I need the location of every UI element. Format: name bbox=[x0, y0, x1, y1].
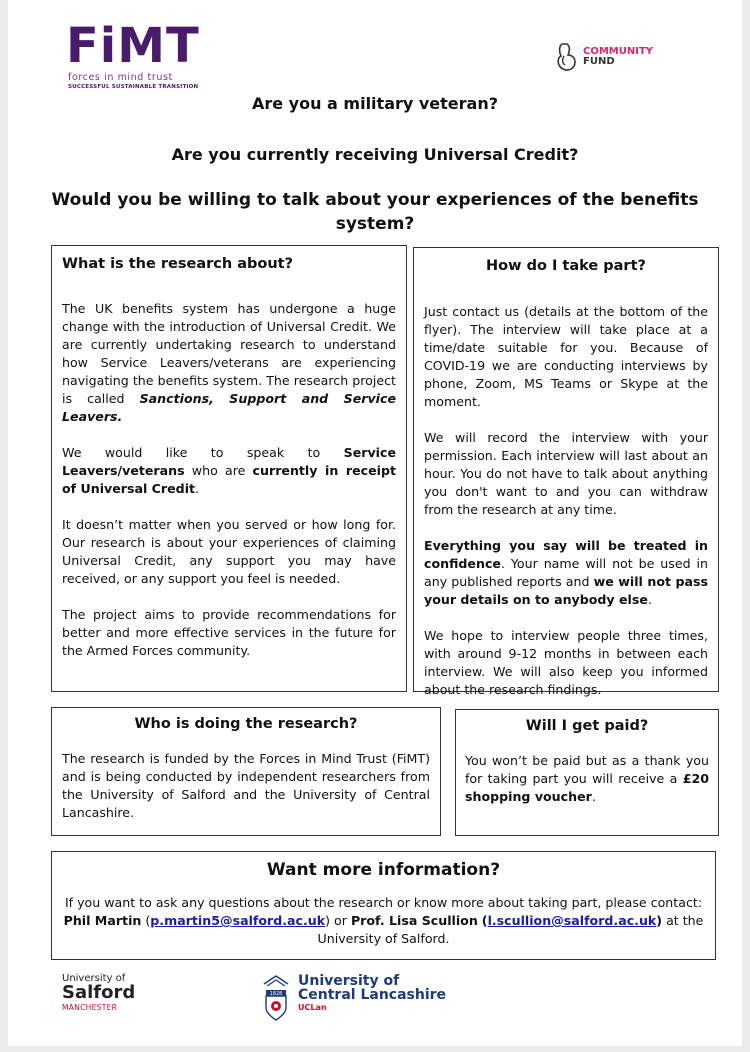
who-heading: Who is doing the research? bbox=[134, 716, 358, 732]
voucher-bold: £20 shopping voucher bbox=[465, 771, 709, 804]
uclan-university-of: University of bbox=[298, 973, 400, 989]
research-about-box bbox=[51, 245, 407, 692]
project-name: Sanctions, Support and Service Leavers. bbox=[62, 391, 397, 424]
uclan-crest-icon bbox=[260, 974, 292, 1022]
fimt-logo-text: FiMT bbox=[66, 18, 200, 74]
more-info-end: at the University of Salford. bbox=[317, 913, 704, 946]
salford-university-of: University of bbox=[62, 973, 126, 984]
research-about-paragraph-4: The project aims to provide recommendations for better and more effective services in the future for the Armed Forces community. bbox=[62, 607, 396, 658]
community-fund-word: COMMUNITY bbox=[583, 46, 654, 57]
research-about-paragraph-2 bbox=[62, 444, 396, 498]
who-paragraph: The research is funded by the Forces in Mind Trust (FiMT) and is being conducted by independent researchers from the University of Salford and the University of Central Lancashire. bbox=[62, 751, 430, 820]
paid-paragraph bbox=[465, 752, 709, 806]
fimt-logo bbox=[66, 20, 200, 72]
more-info-or: or bbox=[330, 913, 351, 928]
uclan-crest-year: 1828 bbox=[269, 991, 283, 997]
more-info-heading: Want more information? bbox=[266, 860, 501, 880]
take-part-heading: How do I take part? bbox=[486, 258, 646, 274]
email-link-phil[interactable]: p.martin5@salford.ac.uk bbox=[150, 913, 326, 928]
uclan-abbrev: UCLan bbox=[298, 1003, 327, 1012]
more-info-paragraph: If you want to ask any questions about the research or know more about taking part, please contact: Phil Martin (p.martin5@salford.ac.uk) or Prof. Lisa Scullion (l.scullion@salford.ac.uk) at the University of Salford. bbox=[63, 895, 704, 946]
fimt-tagline: SUCCESSFUL SUSTAINABLE TRANSITION bbox=[68, 84, 199, 90]
take-part-p3-text: . Your name will not be used in any published reports and bbox=[424, 556, 708, 589]
more-info-box bbox=[51, 851, 716, 960]
uclan-name: Central Lancashire bbox=[298, 987, 447, 1003]
research-about-paragraph-1 bbox=[62, 300, 396, 426]
fund-word: FUND bbox=[583, 56, 615, 67]
paid-heading: Will I get paid? bbox=[525, 718, 649, 734]
uclan-logo bbox=[260, 974, 446, 1022]
no-share-bold: we will not pass your details on to anybody else bbox=[424, 574, 708, 607]
p2-text-e: . bbox=[195, 481, 200, 496]
take-part-paragraph-1: Just contact us (details at the bottom of the flyer). The interview will take place at a time/date suitable for you. Because of COVID-19 we are conducting interviews by phone, Zoom, MS Teams or Skype at the moment. bbox=[424, 304, 708, 409]
p2-bold-receipt: currently in receipt of Universal Credit bbox=[62, 463, 396, 496]
research-about-paragraph-3: It doesn’t matter when you served or how long for. Our research is about your experiences of claiming Universal Credit, any support you may have received, or any support you feel is needed. bbox=[62, 517, 396, 586]
salford-logo bbox=[62, 974, 135, 1012]
confidence-bold: Everything you say will be treated in confidence bbox=[424, 538, 708, 571]
community-fund-text bbox=[583, 47, 653, 67]
email-link-lisa[interactable]: l.scullion@salford.ac.uk bbox=[487, 913, 657, 928]
p2-bold-service-leavers: Service Leavers/veterans bbox=[62, 445, 396, 478]
uclan-text bbox=[298, 974, 446, 1012]
paid-box bbox=[455, 709, 719, 836]
take-part-p3-end: . bbox=[647, 592, 652, 607]
research-about-p1-text: The UK benefits system has undergone a huge change with the introduction of Universal Credit. We are currently undertaking research to understand how Service Leavers/veterans are experiencing navigating the benefits system. The research project is called bbox=[62, 301, 396, 406]
paid-end: . bbox=[591, 789, 596, 804]
p2-text-c: who are bbox=[184, 463, 253, 478]
take-part-paragraph-2: We will record the interview with your permission. Each interview will last about an hour. You do not have to talk about anything you don't want to and you can withdraw from the research at any time. bbox=[424, 430, 708, 517]
contact-name-phil: Phil Martin bbox=[63, 913, 142, 928]
fimt-subtitle: forces in mind trust bbox=[68, 72, 173, 83]
headline-question-universal-credit: Are you currently receiving Universal Credit? bbox=[171, 145, 579, 164]
salford-name: Salford bbox=[62, 982, 136, 1003]
contact-name-lisa: Prof. Lisa Scullion bbox=[350, 913, 478, 928]
research-about-heading: What is the research about? bbox=[62, 256, 294, 272]
take-part-paragraph-3 bbox=[424, 537, 708, 609]
salford-manchester: MANCHESTER bbox=[62, 1003, 118, 1012]
more-info-text: If you want to ask any questions about the research or know more about taking part, please contact: bbox=[64, 895, 703, 910]
lottery-crossed-fingers-icon bbox=[553, 42, 579, 72]
headline-question-experiences: Would you be willing to talk about your experiences of the benefits system? bbox=[51, 190, 699, 234]
community-fund-logo bbox=[553, 42, 653, 72]
take-part-paragraph-4: We hope to interview people three times, with around 9-12 months in between each interview. We will also keep you informed about the research findings. bbox=[424, 628, 708, 697]
take-part-box bbox=[413, 247, 719, 697]
paid-text: You won’t be paid but as a thank you for taking part you will receive a bbox=[465, 753, 709, 786]
flyer-page bbox=[8, 0, 742, 1046]
who-box bbox=[51, 707, 441, 836]
p2-text-a: We would like to speak to bbox=[62, 445, 344, 460]
headline-question-veteran: Are you a military veteran? bbox=[251, 94, 499, 113]
